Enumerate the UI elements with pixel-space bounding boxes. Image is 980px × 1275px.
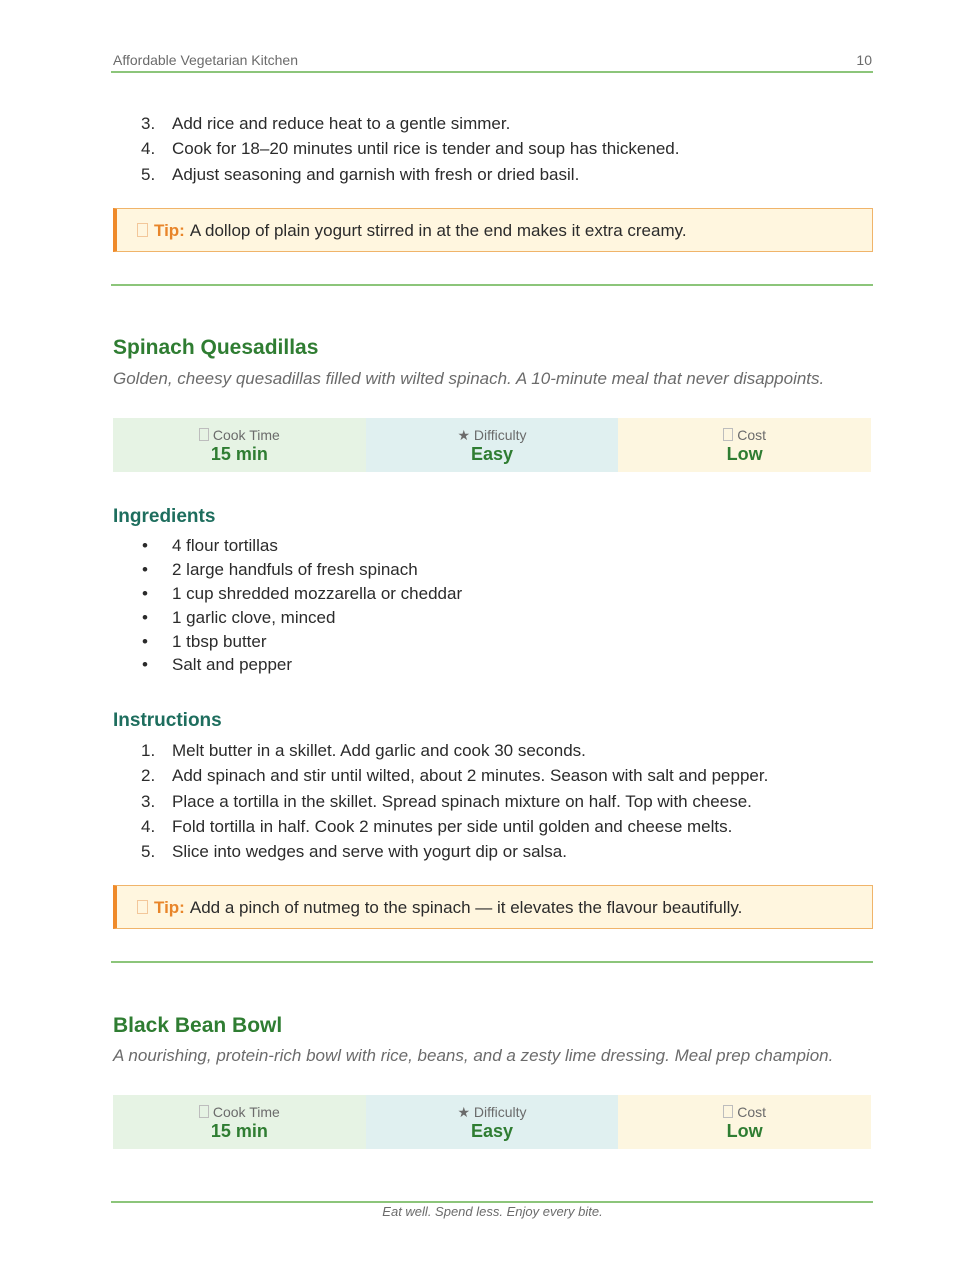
list-item: 5. Slice into wedges and serve with yogurt dip or salsa. [141,842,567,862]
list-item: • Salt and pepper [142,655,293,675]
recipe-title: Spinach Quesadillas [113,336,319,359]
ingredients-list [0,535,900,678]
lightbulb-icon [137,223,148,237]
recipe-title: Black Bean Bowl [113,1014,283,1037]
section-divider [111,961,873,963]
list-item: • 1 tbsp butter [142,631,267,651]
list-item: • 1 cup shredded mozzarella or cheddar [142,583,463,603]
recipe-meta-bar [113,1095,871,1149]
list-item: • 1 garlic clove, minced [142,607,336,627]
cost-value: Low [726,444,763,464]
footer-tagline: Eat well. Spend less. Enjoy every bite. [382,1204,603,1219]
difficulty-value: Easy [470,444,514,464]
cook-time-value: 15 min [210,444,268,464]
tip-text: A dollop of plain yogurt stirred in at the end makes it extra creamy. [189,221,687,240]
section-divider [111,284,873,286]
tip-label: Tip: [154,221,185,240]
running-header-title: Affordable Vegetarian Kitchen [113,52,298,68]
list-item: 1. Melt butter in a skillet. Add garlic and cook 30 seconds. [141,741,586,760]
star-icon: ★ [457,1104,471,1120]
meta-cost: Cost Low [618,1095,871,1149]
list-item: 3. Place a tortilla in the skillet. Spread spinach mixture on half. Top with cheese. [141,791,752,811]
list-item: 4. Fold tortilla in half. Cook 2 minutes per side until golden and cheese melts. [141,816,733,836]
page-number: 10 [856,52,872,68]
tip-label: Tip: [154,898,185,917]
meta-cook-time: Cook Time 15 min [113,1095,366,1149]
recipe-description: Golden, cheesy quesadillas filled with wilted spinach. A 10-minute meal that never disappoints. [113,369,825,388]
list-item: 5. Adjust seasoning and garnish with fresh or dried basil. [141,164,580,184]
meta-difficulty: ★ Difficulty Easy [366,418,619,472]
list-item: 4. Cook for 18–20 minutes until rice is tender and soup has thickened. [141,139,680,159]
lightbulb-icon [137,900,148,914]
instructions-heading: Instructions [113,710,222,731]
star-icon: ★ [457,427,471,443]
list-item: 3. Add rice and reduce heat to a gentle simmer. [141,114,511,133]
list-item: • 4 flour tortillas [142,536,278,555]
difficulty-value: Easy [470,1121,514,1141]
money-icon [723,428,733,441]
tip-box [113,885,873,929]
meta-cost: Cost Low [618,418,871,472]
tip-box [113,208,873,252]
prev-recipe-steps [0,113,900,189]
clock-icon [199,428,209,441]
list-item: 2. Add spinach and stir until wilted, about 2 minutes. Season with salt and pepper. [141,766,769,786]
money-icon [723,1105,733,1118]
meta-difficulty: ★ Difficulty Easy [366,1095,619,1149]
recipe-meta-bar [113,418,871,472]
cost-value: Low [726,1121,763,1141]
ingredients-heading: Ingredients [113,506,216,527]
list-item: • 2 large handfuls of fresh spinach [142,559,418,579]
meta-cook-time: Cook Time 15 min [113,418,366,472]
recipe-description: A nourishing, protein-rich bowl with rice, beans, and a zesty lime dressing. Meal prep champion. [113,1046,834,1065]
header-rule [111,71,873,73]
tip-text: Add a pinch of nutmeg to the spinach — it elevates the flavour beautifully. [189,898,743,917]
cook-time-value: 15 min [210,1121,268,1141]
clock-icon [199,1105,209,1118]
instructions-list [0,740,900,866]
footer-rule [111,1201,873,1203]
